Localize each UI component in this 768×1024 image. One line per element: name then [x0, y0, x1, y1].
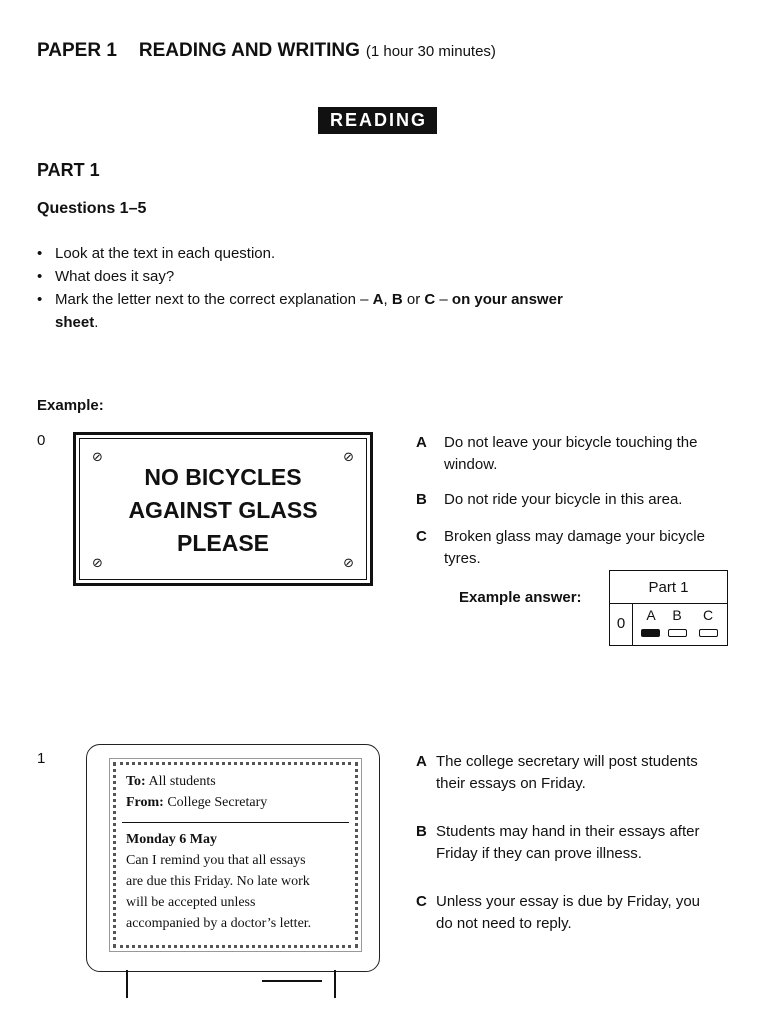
instruction-item: • What does it say? — [37, 265, 597, 288]
section-banner: READING — [318, 107, 437, 134]
notice-from-label: From: — [126, 795, 164, 810]
question1-option-a — [416, 751, 716, 795]
example-number: 0 — [37, 432, 46, 449]
letter-c: C — [424, 291, 436, 308]
notice-text — [113, 762, 358, 948]
example-option-c — [416, 526, 716, 570]
part-title: PART 1 — [37, 160, 100, 180]
questions-range: Questions 1–5 — [37, 200, 147, 217]
option-text: The college secretary will post students their essays on Friday. — [436, 753, 698, 792]
screw-icon: ⊘ — [343, 449, 354, 464]
notice-to-value: All students — [148, 774, 216, 789]
notice-from — [116, 792, 355, 813]
answer-column-b: B — [672, 607, 682, 623]
notice-body-line: accompanied by a doctor’s letter. — [126, 916, 312, 931]
option-text: Do not ride your bicycle in this area. — [444, 491, 683, 508]
option-text: Do not leave your bicycle touching the window. — [444, 434, 698, 473]
notice-body-line: are due this Friday. No late work — [126, 874, 310, 889]
notice-body-line: Can I remind you that all essays — [126, 853, 306, 868]
example-sign — [73, 432, 373, 586]
example-option-b — [416, 489, 716, 511]
instruction-answer-sheet: on your answer sheet — [55, 291, 563, 331]
instruction-text: Mark the letter next to the correct explanation – — [55, 291, 369, 308]
screw-icon: ⊘ — [92, 449, 103, 464]
instruction-period: . — [94, 314, 99, 331]
letter-b: B — [391, 291, 403, 308]
monitor-stand-right — [334, 970, 336, 998]
example-label: Example: — [37, 397, 104, 414]
answer-column-a: A — [646, 607, 656, 623]
notice-to-label: To: — [126, 774, 146, 789]
instruction-item — [37, 288, 597, 334]
option-letter: C — [416, 893, 427, 910]
paper-number: PAPER 1 — [37, 40, 117, 61]
answer-box-a-filled — [641, 629, 660, 637]
notice-body-line: will be accepted unless — [126, 895, 256, 910]
answer-box-b — [668, 629, 687, 637]
screw-icon: ⊘ — [343, 555, 354, 570]
screw-icon: ⊘ — [92, 555, 103, 570]
notice-from-value: College Secretary — [167, 795, 268, 810]
notice-date — [116, 829, 355, 850]
question-number: 1 — [37, 750, 46, 767]
paper-title: READING AND WRITING — [138, 40, 360, 61]
instruction-dash: – — [439, 291, 448, 308]
option-letter: A — [416, 753, 427, 770]
sign-line: PLEASE — [176, 530, 270, 556]
option-text: Students may hand in their essays after Friday if they can prove illness. — [436, 823, 700, 862]
option-letter: C — [416, 528, 427, 545]
notice-to — [116, 771, 355, 792]
sign-line: AGAINST GLASS — [128, 497, 318, 523]
question1-option-c — [416, 891, 716, 935]
instructions-list — [37, 242, 597, 334]
option-text: Unless your essay is due by Friday, you do not need to reply. — [436, 893, 701, 932]
monitor-stand-left — [126, 970, 128, 998]
instruction-item: • Look at the text in each question. — [37, 242, 597, 265]
option-letter: B — [416, 491, 427, 508]
letter-a: A — [372, 291, 384, 308]
question1-option-b — [416, 821, 716, 865]
instruction-comma: , — [383, 291, 388, 308]
sign-text — [76, 461, 370, 560]
answer-grid-row-number: 0 — [610, 604, 633, 645]
option-letter: B — [416, 823, 427, 840]
notice-date-text: Monday 6 May — [126, 832, 217, 847]
option-text: Broken glass may damage your bicycle tyres. — [444, 528, 705, 567]
option-letter: A — [416, 434, 427, 451]
sign-line: NO BICYCLES — [144, 464, 302, 490]
instruction-or: or — [406, 291, 421, 308]
answer-grid-header: Part 1 — [610, 571, 727, 604]
example-answer-label: Example answer: — [459, 589, 582, 606]
answer-box-c — [699, 629, 718, 637]
answer-grid — [609, 570, 728, 646]
answer-column-c: C — [702, 607, 714, 623]
example-option-a — [416, 432, 716, 476]
notice-divider — [122, 822, 349, 823]
monitor-base-line — [262, 980, 322, 982]
paper-header — [37, 40, 496, 62]
paper-duration: (1 hour 30 minutes) — [365, 43, 496, 60]
